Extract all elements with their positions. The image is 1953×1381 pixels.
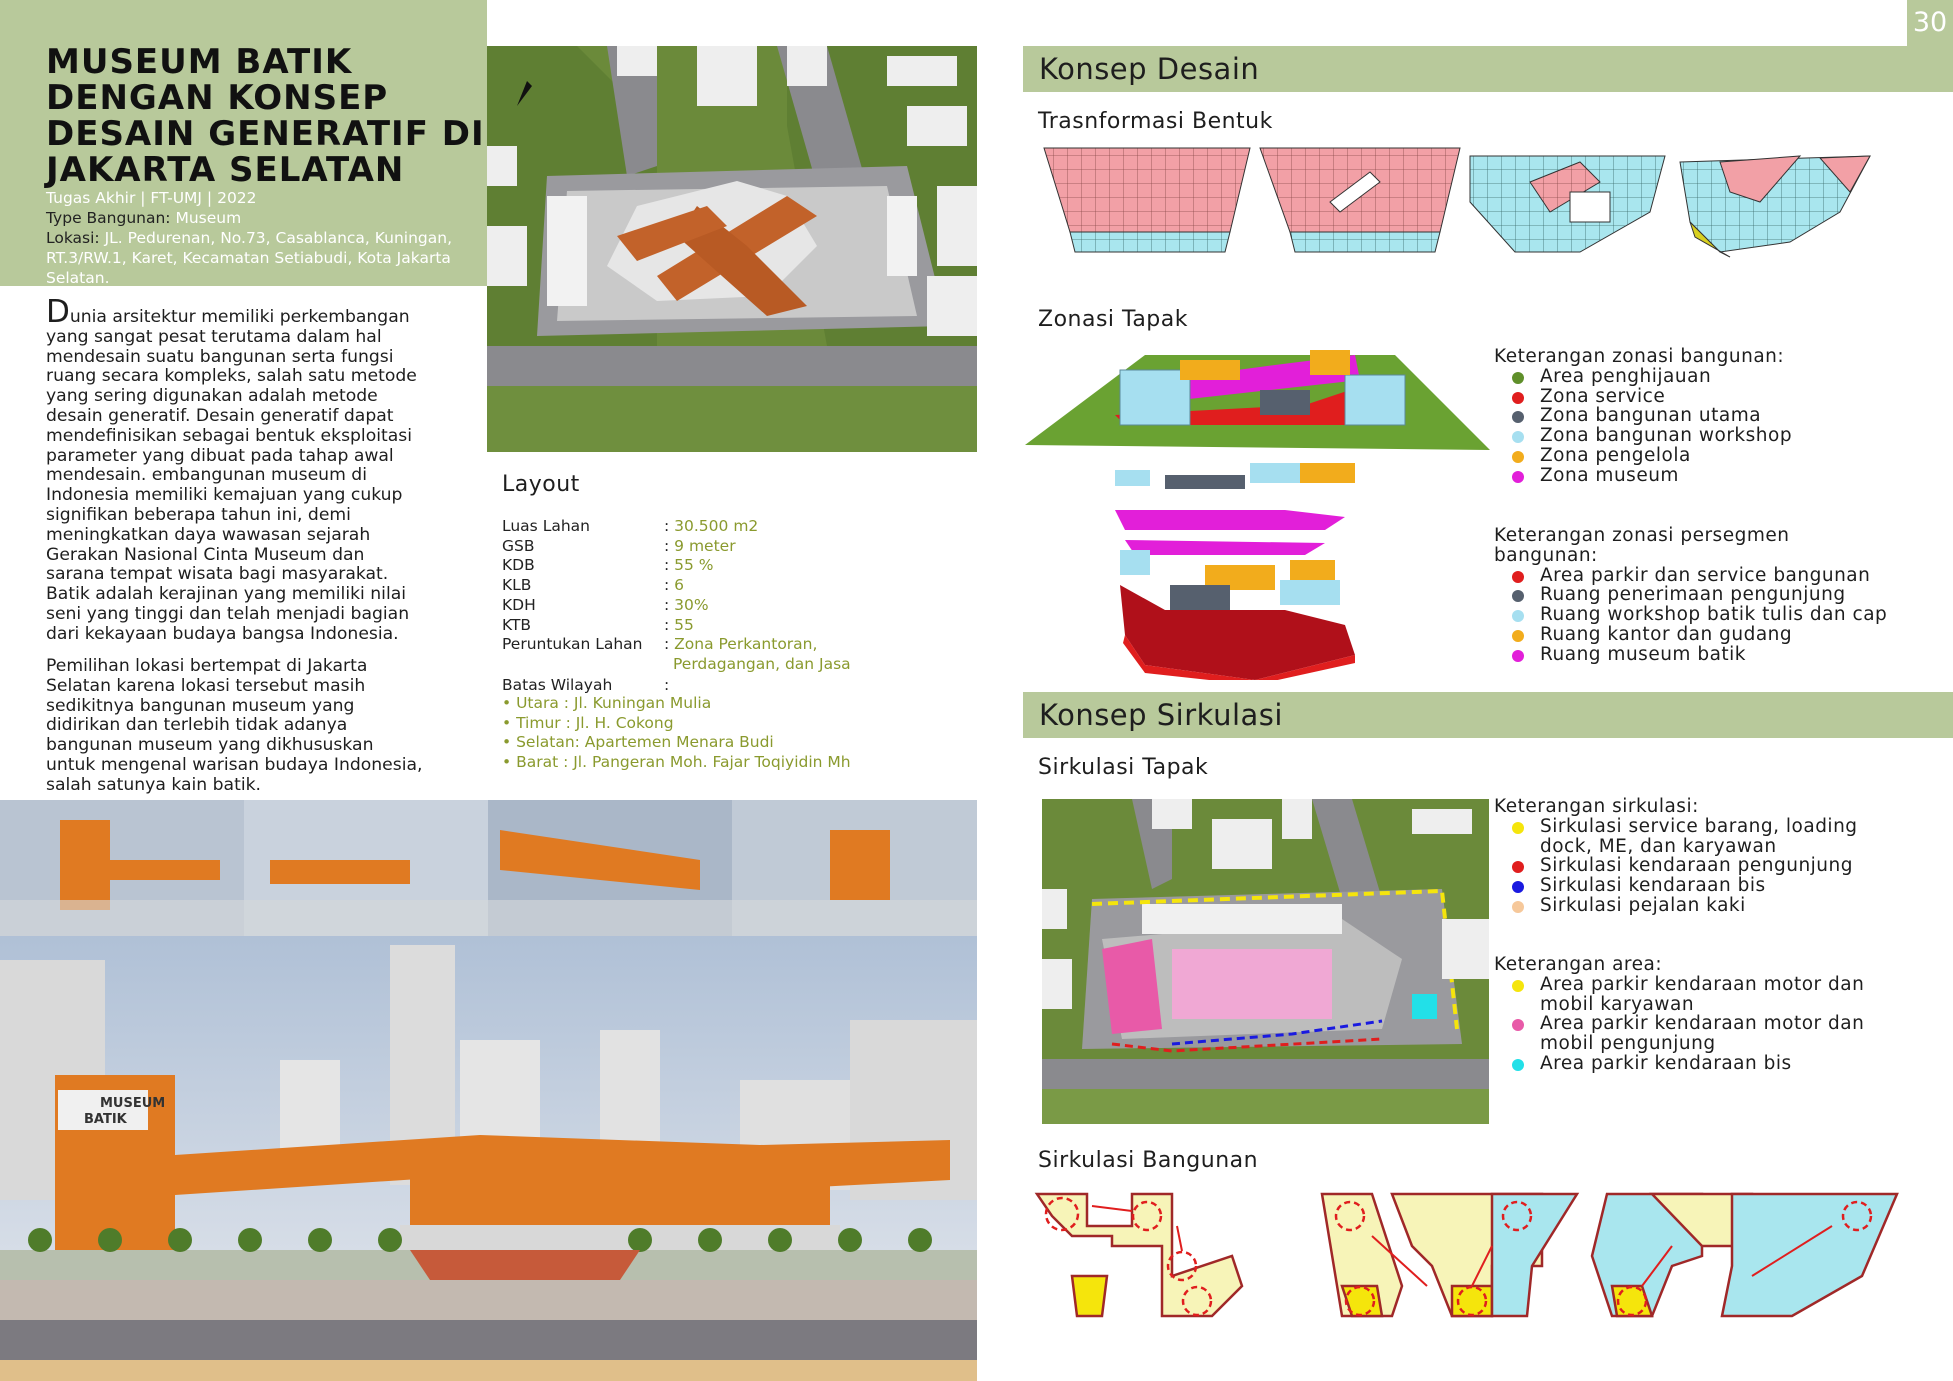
text-line: untuk mengenal warisan budaya Indonesia, [46,754,423,775]
layout-key: KTB [502,615,532,634]
dot-icon [1512,1019,1524,1031]
legend-item [1494,446,1792,466]
drop-cap: D [46,294,70,330]
legend-item [1494,585,1887,605]
render-sign-line2: BATIK [84,1112,127,1127]
segmen-legend-title: bangunan: [1494,544,1598,566]
zonasi-legend [1494,347,1792,486]
legend-label: Area parkir kendaraan motor dan [1540,973,1865,995]
legend-label: Ruang museum batik [1540,643,1747,665]
text-line: Batik adalah kerajinan yang memiliki nilai [46,584,407,605]
title-line: DESAIN GENERATIF DI [46,114,485,154]
layout-row: Peruntukan Lahan : Zona Perkantoran, Perdagangan, dan Jasa [502,635,851,673]
layout-key: Peruntukan Lahan [502,635,643,654]
render-sign-line1: MUSEUM [100,1096,166,1111]
dot-icon [1512,901,1524,913]
legend-item [1494,817,1858,857]
dot-icon [1512,590,1524,602]
legend-label: mobil karyawan [1540,993,1695,1015]
dot-icon [1512,650,1524,662]
text-line: signifikan beberapa tahun ini, demi [46,504,351,525]
dot-icon [1512,610,1524,622]
layout-value: Perdagangan, dan Jasa [673,654,851,673]
dot-icon [1512,451,1524,463]
project-meta [46,188,491,288]
legend-label: Area parkir kendaraan motor dan [1540,1013,1865,1035]
legend-label: Ruang kantor dan gudang [1540,623,1793,645]
building-circulation-diagram [1032,1186,1902,1331]
legend-label: Sirkulasi service barang, loading [1540,815,1858,837]
page-number-right: 30 [1907,0,1953,46]
page-title [46,44,496,188]
layout-row: KDH : 30% [502,595,709,614]
text-line: parameter yang dibuat pada tahap awal [46,445,394,466]
text-line: seni yang tinggi dan telah menjadi bagian [46,603,410,624]
area-legend [1494,955,1864,1074]
lokasi-label: Lokasi: [46,229,100,247]
batas-item: • Barat : Jl. Pangeran Moh. Fajar Toqiyidin Mh [502,753,851,772]
legend-item [1494,876,1858,896]
legend-item [1494,605,1887,625]
layout-value: 30.500 m2 [674,517,759,535]
legend-item [1494,975,1864,1015]
legend-item [1494,406,1792,426]
legend-label: Ruang penerimaan pengunjung [1540,584,1846,606]
legend-label: dock, ME, dan karyawan [1540,835,1777,857]
layout-value: 9 meter [674,536,736,555]
dot-icon [1512,1059,1524,1071]
legend-item [1494,1014,1864,1054]
text-line: mendesain. embangunan museum di [46,465,367,486]
legend-item [1494,426,1792,446]
legend-label: Sirkulasi pejalan kaki [1540,894,1746,916]
layout-row: Luas Lahan : 30.500 m2 [502,517,759,535]
text-line: yang sering digunakan adalah metode [46,386,378,407]
text-line: Selatan karena lokasi tersebut masih [46,675,366,696]
perspective-renders [0,800,977,1381]
zonasi-legend-title: Keterangan zonasi bangunan: [1494,346,1785,367]
text-line: desain generatif. Desain generatif dapat [46,405,394,426]
text-line: mendefinisikan sebagai bentuk eksploitasi [46,425,412,446]
layout-key: KDB [502,556,535,575]
dot-icon [1512,372,1524,384]
legend-item [1494,387,1792,407]
site-zoning-diagram [1025,345,1490,680]
layout-row: GSB : 9 meter [502,536,736,555]
text-line: didirikan dan terlebih tidak adanya [46,715,348,736]
text-line: yang sangat pesat terutama dalam hal [46,326,382,347]
layout-key: KDH [502,595,536,614]
konsep-sirkulasi-heading: Konsep Sirkulasi [1023,692,1953,738]
legend-label: Area penghijauan [1540,365,1712,387]
type-value: Museum [175,209,242,227]
segmen-legend-title: Keterangan zonasi persegmen [1494,525,1790,546]
title-line: JAKARTA SELATAN [46,150,405,190]
layout-value: 6 [674,576,685,595]
segmen-legend [1494,526,1887,665]
lokasi-value: JL. Pedurenan, No.73, Casablanca, Kuningan, RT.3/RW.1, Karet, Kecamatan Setiabudi, Kota Jakarta Selatan. [46,229,453,287]
zonasi-title: Zonasi Tapak [1038,307,1188,332]
text-line: meningkatkan daya wawasan sejarah [46,524,371,545]
dot-icon [1512,431,1524,443]
layout-key: GSB [502,536,535,555]
dot-icon [1512,411,1524,423]
text-line: sarana tempat wisata bagi masyarakat. [46,564,389,585]
sirkulasi-legend-title: Keterangan sirkulasi: [1494,796,1699,817]
legend-label: Zona service [1540,385,1666,407]
legend-label: Area parkir kendaraan bis [1540,1052,1792,1074]
intro-paragraph-2 [46,657,491,796]
text-line: ruang secara kompleks, salah satu metode [46,366,417,387]
batas-item: • Timur : Jl. H. Cokong [502,713,674,732]
sirkulasi-tapak-title: Sirkulasi Tapak [1038,755,1209,780]
sirkulasi-bangunan-title: Sirkulasi Bangunan [1038,1148,1259,1173]
dot-icon [1512,471,1524,483]
legend-label: Zona bangunan utama [1540,405,1762,427]
legend-label: Zona bangunan workshop [1540,425,1793,447]
text-line: Gerakan Nasional Cinta Museum dan [46,544,365,565]
area-legend-title: Keterangan area: [1494,954,1663,975]
legend-label: mobil pengunjung [1540,1033,1716,1055]
dot-icon [1512,392,1524,404]
layout-value: 55 % [674,556,714,575]
title-line: MUSEUM BATIK [46,42,353,82]
konsep-desain-heading: Konsep Desain [1023,46,1953,92]
layout-key: KLB [502,576,532,595]
text-line: mendesain suatu bangunan serta fungsi [46,346,394,367]
text-line: dari kekayaan budaya bangsa Indonesia. [46,623,399,644]
title-block [0,0,487,286]
text-line: bangunan museum yang dikhususkan [46,735,374,756]
batas-item: • Selatan: Apartemen Menara Budi [502,733,774,752]
form-transformation-diagram [1040,142,1890,262]
legend-item [1494,625,1887,645]
layout-key: Luas Lahan [502,517,590,535]
batas-label: Batas Wilayah [502,675,613,694]
dot-icon [1512,822,1524,834]
dot-icon [1512,881,1524,893]
layout-title: Layout [502,472,580,497]
title-line: DENGAN KONSEP [46,78,389,118]
dot-icon [1512,861,1524,873]
batas-item: • Utara : Jl. Kuningan Mulia [502,694,712,712]
legend-item [1494,896,1858,916]
legend-item [1494,466,1792,486]
site-circulation-plan [1042,799,1489,1124]
text-line: unia arsitektur memiliki perkembangan [69,307,410,327]
layout-row: KTB : 55 [502,615,694,634]
legend-label: Zona pengelola [1540,444,1691,466]
text-line: sedikitnya bangunan museum yang [46,695,355,716]
layout-value: 55 [674,615,694,634]
layout-row: KLB : 6 [502,576,685,595]
layout-value: 30% [674,595,709,614]
subtitle: Tugas Akhir | FT-UMJ | 2022 [46,189,257,207]
legend-item [1494,1054,1864,1074]
legend-label: Ruang workshop batik tulis dan cap [1540,604,1888,626]
layout-value: Zona Perkantoran, [674,635,818,654]
legend-label: Zona museum [1540,464,1679,486]
dot-icon [1512,980,1524,992]
legend-label: Sirkulasi kendaraan pengunjung [1540,855,1853,877]
legend-label: Area parkir dan service bangunan [1540,564,1871,586]
type-label: Type Bangunan: [46,209,171,227]
layout-row: Batas Wilayah : [502,675,670,694]
sirkulasi-legend [1494,797,1858,916]
legend-item [1494,645,1887,665]
batas-list [502,694,851,773]
dot-icon [1512,571,1524,583]
text-line: salah satunya kain batik. [46,774,262,795]
site-plan-image [487,46,977,452]
text-line: Pemilihan lokasi bertempat di Jakarta [46,656,368,676]
transformasi-title: Trasnformasi Bentuk [1038,109,1273,134]
layout-table [502,517,851,695]
layout-row: KDB : 55 % [502,556,714,575]
legend-item [1494,566,1887,586]
text-line: Indonesia memiliki kemajuan yang cukup [46,485,403,506]
dot-icon [1512,630,1524,642]
legend-item [1494,367,1792,387]
legend-label: Sirkulasi kendaraan bis [1540,875,1766,897]
intro-paragraph-1 [46,294,491,645]
legend-item [1494,856,1858,876]
